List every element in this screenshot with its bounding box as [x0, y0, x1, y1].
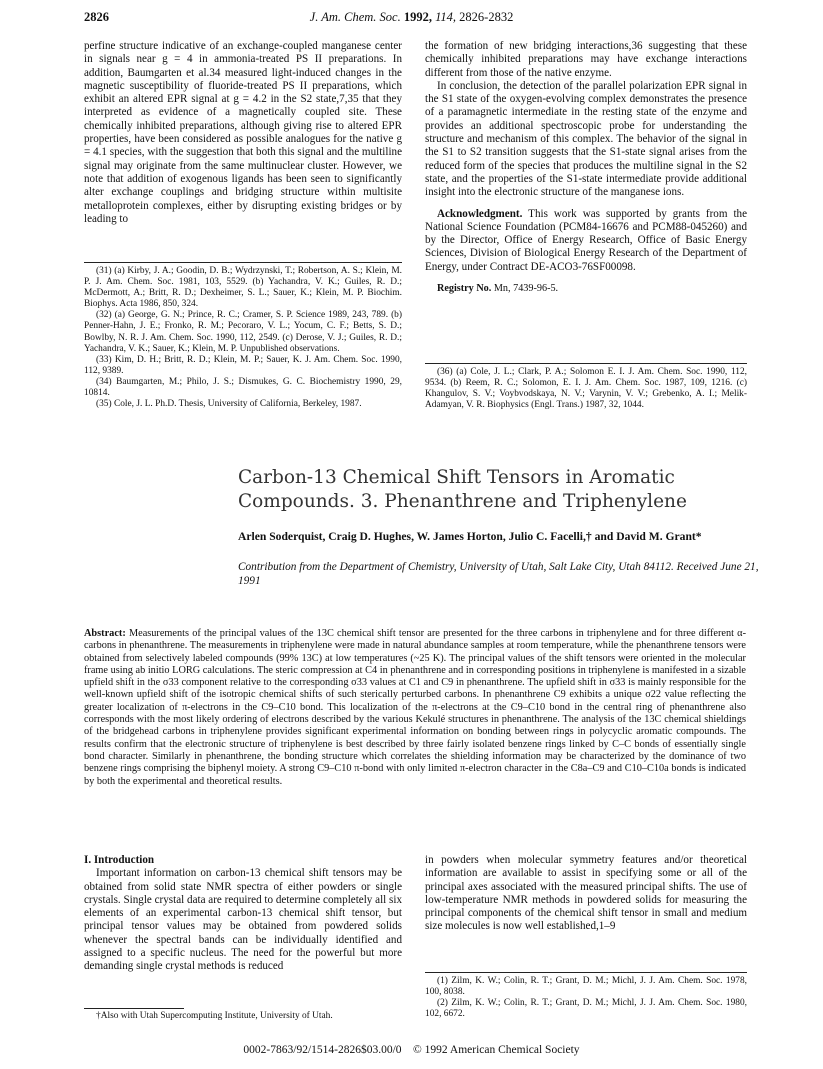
article-affiliation: Contribution from the Department of Chemistry, University of Utah, Salt Lake City, Utah 84112. Received June 21, 1991 — [238, 561, 759, 587]
utah-supercomputing-note: †Also with Utah Supercomputing Institute, University of Utah. — [96, 1011, 333, 1021]
bridging-paragraph: the formation of new bridging interactions,36 suggesting that these chemically inhibited preparations may have exchange interactions different from those of the native enzyme. — [425, 40, 747, 79]
previous-article-footnote-36 — [425, 367, 747, 411]
introduction-continued: in powders when molecular symmetry features and/or theoretical information are available to assist in specifying some or all of the principal axes associated with the measured principal shifts. The use of low-temperature NMR methods in powdered solids for measuring the principal components of the chemical shift tensor in small and medium size molecules is now well established,1–9 — [425, 854, 747, 933]
registry-text: Mn, 7439-96-5. — [493, 283, 559, 295]
journal-year: 1992, — [403, 10, 432, 24]
footnote-36: (36) (a) Cole, J. L.; Clark, P. A.; Solomon E. I. J. Am. Chem. Soc. 1990, 112, 9534. (b) Reem, R. C.; Solomon, E. I. J. Am. Chem. Soc. 1987, 109, 1216. (c) Khangulov, S. V.; Voybvodskaya, N. V.; Varynin, V. V.; Grebenko, A. I.; Melik-Adamyan, V. R. Biophysics (Engl. Trans.) 1987, 32, 1044. — [425, 367, 747, 411]
copyright: © 1992 American Chemical Society — [413, 1044, 580, 1056]
introduction-paragraph: Important information on carbon-13 chemical shift tensors may be obtained from solid state NMR spectra of either powders or single crystals. Single crystal data are required to determine completely all six elements of an experimental carbon-13 chemical shift tensor, but principal tensor values may be obtained from powdered solids whenever the spectral bands can be individually identified and assigned to a specific nucleus. The need for the powerful but more demanding single crystal methods is reduced — [84, 867, 402, 973]
article-title: Carbon-13 Chemical Shift Tensors in Aromatic Compounds. 3. Phenanthrene and Triphenylene — [238, 467, 687, 512]
footnote-32: (32) (a) George, G. N.; Prince, R. C.; Cramer, S. P. Science 1989, 243, 789. (b) Penner-Hahn, J. E.; Fronko, R. M.; Pecoraro, V. L.; Yocum, C. F.; Betts, S. D.; Bowlby, N. R. J. Am. Chem. Soc. 1990, 112, 2549. (c) Derose, V. J.; Guiles, R. D.; Yachandra, V. K.; Sauer, K.; Klein, M. P. Unpublished observations. — [84, 310, 402, 354]
author-footnote — [84, 1011, 402, 1022]
running-header — [0, 10, 823, 32]
introduction-heading: I. Introduction — [84, 854, 155, 866]
conclusion-paragraph: In conclusion, the detection of the parallel polarization EPR signal in the S1 state of the oxygen-evolving complex demonstrates the presence of a paramagnetic intermediate in the resting state of the enzyme and provides an additional spectroscopic probe for understanding the structure and mechanism of this complex. The behavior of the signal in the S1 to S2 transition suggests that the S1-state signal arises from the reduced form of the species that produces the multiline signal in the S2 state, and the properties of the S1-state intermediate provide additional insight into the electronic structure of the manganese ions. — [425, 79, 747, 199]
introduction-footnotes — [425, 976, 747, 1020]
footnote-2: (2) Zilm, K. W.; Colin, R. T.; Grant, D. M.; Michl, J. J. Am. Chem. Soc. 1980, 102, 6672. — [425, 998, 747, 1020]
acknowledgment-text: This work was supported by grants from the National Science Foundation (PCM84-16676 and PCM88-045260) and by the Director, Office of Energy Research, Office of Basic Energy Sciences, Division of Biological Energy Research of the Department of Energy, under Contract DE-ACO3-76SF00098. — [425, 207, 748, 273]
journal-name: J. Am. Chem. Soc. — [309, 10, 401, 24]
previous-article-right-column — [425, 40, 747, 295]
footnote-34: (34) Baumgarten, M.; Philo, J. S.; Dismukes, G. C. Biochemistry 1990, 29, 10814. — [84, 376, 402, 399]
introduction-right-column — [425, 854, 747, 934]
introduction-left-column — [84, 854, 402, 974]
abstract-label: Abstract: — [84, 628, 126, 639]
previous-article-left-column — [84, 40, 402, 226]
abstract-text: Measurements of the principal values of the 13C chemical shift tensor are presented for the three carbons in triphenylene and for three different α-carbons in phenanthrene. The measurements in triphenylene were made in natural abundance samples at room temperature, while the phenanthrene tensors were obtained from selectively labeled compounds (99% 13C) at low temperatures (~25 K). The principal values of the shift tensors were oriented in the molecular frame using ab initio LORG calculations. The steric compression at C4 in phenanthrene and in corresponding positions in triphenylene is manifested in a sizable upfield shift in the σ33 component relative to the corresponding σ33 values at C1 and C9 in phenanthrene. The upfield shift in σ33 is mainly responsible for the well-known upfield shift of the isotropic chemical shifts of such sterically perturbed carbons. In phenanthrene C9 exhibits a unique σ22 value reflecting the greater localization of π-electrons in the C9–C10 bond. This localization of the π-electrons at the C9–C10 bond in the central ring of phenanthrene also corresponds with the most likely ordering of electrons described by the various Kekulé structures in phenanthrene. The analysis of the 13C chemical shieldings of the bridgehead carbons in triphenylene provides significant experimental information on bonding between rings in polycyclic aromatic compounds. The results confirm that the electronic structure of triphenylene is best described by three fairly isolated benzene rings linked by C–C bonds of essentially single bond character. Similarly in phenanthrene, the bonding structure which correlates the shielding information may be characterized by the dominance of two benzene rings comprising the biphenyl moiety. A strong C9–C10 π-bond with only limited π-electron character in the C8a–C9 and C10–C10a bonds is indicated by both the experimental and theoretical results. — [84, 628, 747, 787]
acknowledgment — [425, 208, 747, 274]
article-code: 0002-7863/92/1514-2826$03.00/0 — [243, 1044, 402, 1056]
footnote-rule-intro-right — [425, 972, 747, 973]
footnote-rule-right — [425, 363, 747, 364]
article-authors: Arlen Soderquist, Craig D. Hughes, W. James Horton, Julio C. Facelli,† and David M. Grant* — [238, 530, 702, 543]
abstract — [84, 628, 746, 788]
footnote-35: (35) Cole, J. L. Ph.D. Thesis, University of California, Berkeley, 1987. — [96, 399, 362, 410]
footnote-31: (31) (a) Kirby, J. A.; Goodin, D. B.; Wydrzynski, T.; Robertson, A. S.; Klein, M. P. J. Am. Chem. Soc. 1981, 103, 5529. (b) Yachandra, V. K.; Guiles, R. D.; McDermott, A.; Britt, R. D.; Dexheimer, S. L.; Sauer, K.; Klein, M. P. Biochim. Biophys. Acta 1986, 850, 324. — [84, 266, 402, 310]
previous-article-footnotes — [84, 266, 402, 410]
footnote-33: (33) Kim, D. H.; Britt, R. D.; Klein, M. P.; Sauer, K. J. Am. Chem. Soc. 1990, 112, 9389. — [84, 354, 402, 376]
previous-article-paragraph: perfine structure indicative of an exchange-coupled manganese center in signals near g = 4 in ammonia-treated PS II preparations. In addition, Baumgarten et al.34 measured light-induced changes in the magnetic susceptibility of fluoride-treated PS II preparations, which exhibit an altered EPR signal at g = 4.2 in the S2 state,7,35 that they interpreted as evidence of a magnetically coupled site. These chemically inhibited preparations, although giving rise to altered EPR properties, have been considered as possible analogues for the native g = 4.1 species, with the suggestion that both this signal and the multiline signal may originate from the same multinuclear cluster. However, we note that addition of exogenous ligands has been seen to significantly alter exchange couplings and bridging structure within multisite metalloprotein complexes, either by disrupting existing bridges or by leading to — [84, 40, 402, 225]
footnote-rule-intro — [84, 1008, 184, 1009]
journal-pages: 2826-2832 — [459, 10, 514, 24]
footnote-rule — [84, 262, 402, 263]
acknowledgment-label: Acknowledgment. — [437, 207, 523, 220]
registry-number — [425, 282, 747, 295]
registry-label: Registry No. — [437, 283, 492, 295]
footnote-1: (1) Zilm, K. W.; Colin, R. T.; Grant, D. M.; Michl, J. J. Am. Chem. Soc. 1978, 100, 8038. — [425, 976, 747, 998]
journal-citation — [0, 10, 823, 25]
journal-volume: 114, — [435, 10, 457, 24]
page-number: 2826 — [84, 10, 109, 24]
page-footer — [0, 1044, 823, 1056]
